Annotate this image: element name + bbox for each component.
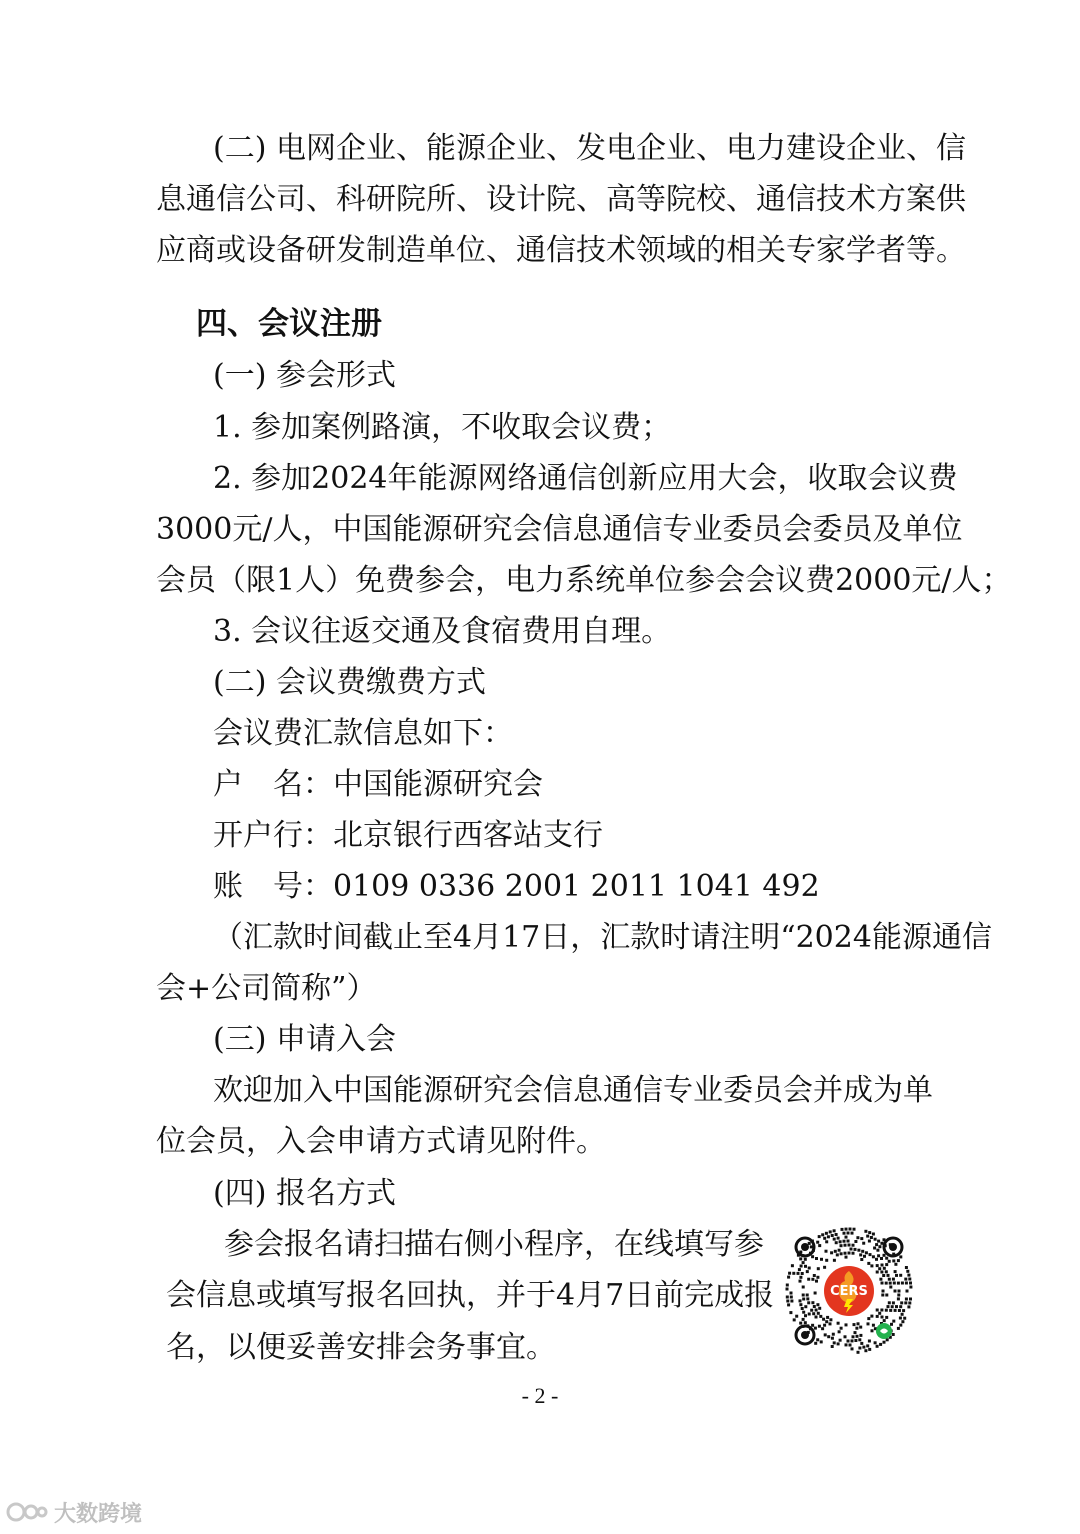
watermark-text: 大数跨境 [54, 1501, 143, 1527]
subsection-heading: (四) 报名方式 [213, 1176, 396, 1211]
subsection-heading: (二) 会议费缴费方式 [213, 665, 486, 700]
paragraph-line: 欢迎加入中国能源研究会信息通信专业委员会并成为单 [213, 1073, 933, 1108]
paragraph-line: 会员（限1人）免费参会，电力系统单位参会会议费2000元/人； [156, 563, 1012, 598]
paragraph-line: 会议费汇款信息如下： [213, 716, 513, 751]
watermark-logo-icon [6, 1500, 48, 1524]
account-number: 账 号：0109 0336 2001 2011 1041 492 [213, 869, 820, 904]
paragraph-line: 位会员，入会申请方式请见附件。 [156, 1124, 606, 1159]
paragraph-line: (二) 电网企业、能源企业、发电企业、电力建设企业、信 [213, 131, 966, 166]
section-heading: 四、会议注册 [196, 306, 382, 342]
paragraph-line: 应商或设备研发制造单位、通信技术领域的相关专家学者等。 [156, 233, 966, 268]
paragraph-line: 会信息或填写报名回执，并于4月7日前完成报 [166, 1278, 775, 1313]
subsection-heading: (一) 参会形式 [213, 358, 396, 393]
paragraph-line: 会+公司简称”） [156, 971, 377, 1006]
page-number: - 2 - [521, 1383, 559, 1408]
account-name: 户 名：中国能源研究会 [213, 767, 543, 802]
mini-program-qr-code[interactable] [783, 1225, 915, 1357]
paragraph-line: 3000元/人，中国能源研究会信息通信专业委员会委员及单位 [156, 512, 963, 547]
qr-logo-text: CERS [830, 1284, 868, 1299]
bank-name: 开户行：北京银行西客站支行 [213, 818, 603, 853]
paragraph-line: （汇款时间截止至4月17日，汇款时请注明“2024能源通信 [213, 920, 992, 955]
paragraph-line: 名，以便妥善安排会务事宜。 [166, 1330, 556, 1365]
paragraph-line: 息通信公司、科研院所、设计院、高等院校、通信技术方案供 [156, 182, 966, 217]
paragraph-line: 参会报名请扫描右侧小程序，在线填写参 [224, 1227, 764, 1262]
list-item: 2. 参加2024年能源网络通信创新应用大会，收取会议费 [213, 461, 958, 496]
subsection-heading: (三) 申请入会 [213, 1022, 396, 1057]
list-item: 3. 会议往返交通及食宿费用自理。 [213, 614, 672, 649]
watermark [6, 1497, 142, 1527]
list-item: 1. 参加案例路演，不收取会议费； [213, 410, 672, 445]
